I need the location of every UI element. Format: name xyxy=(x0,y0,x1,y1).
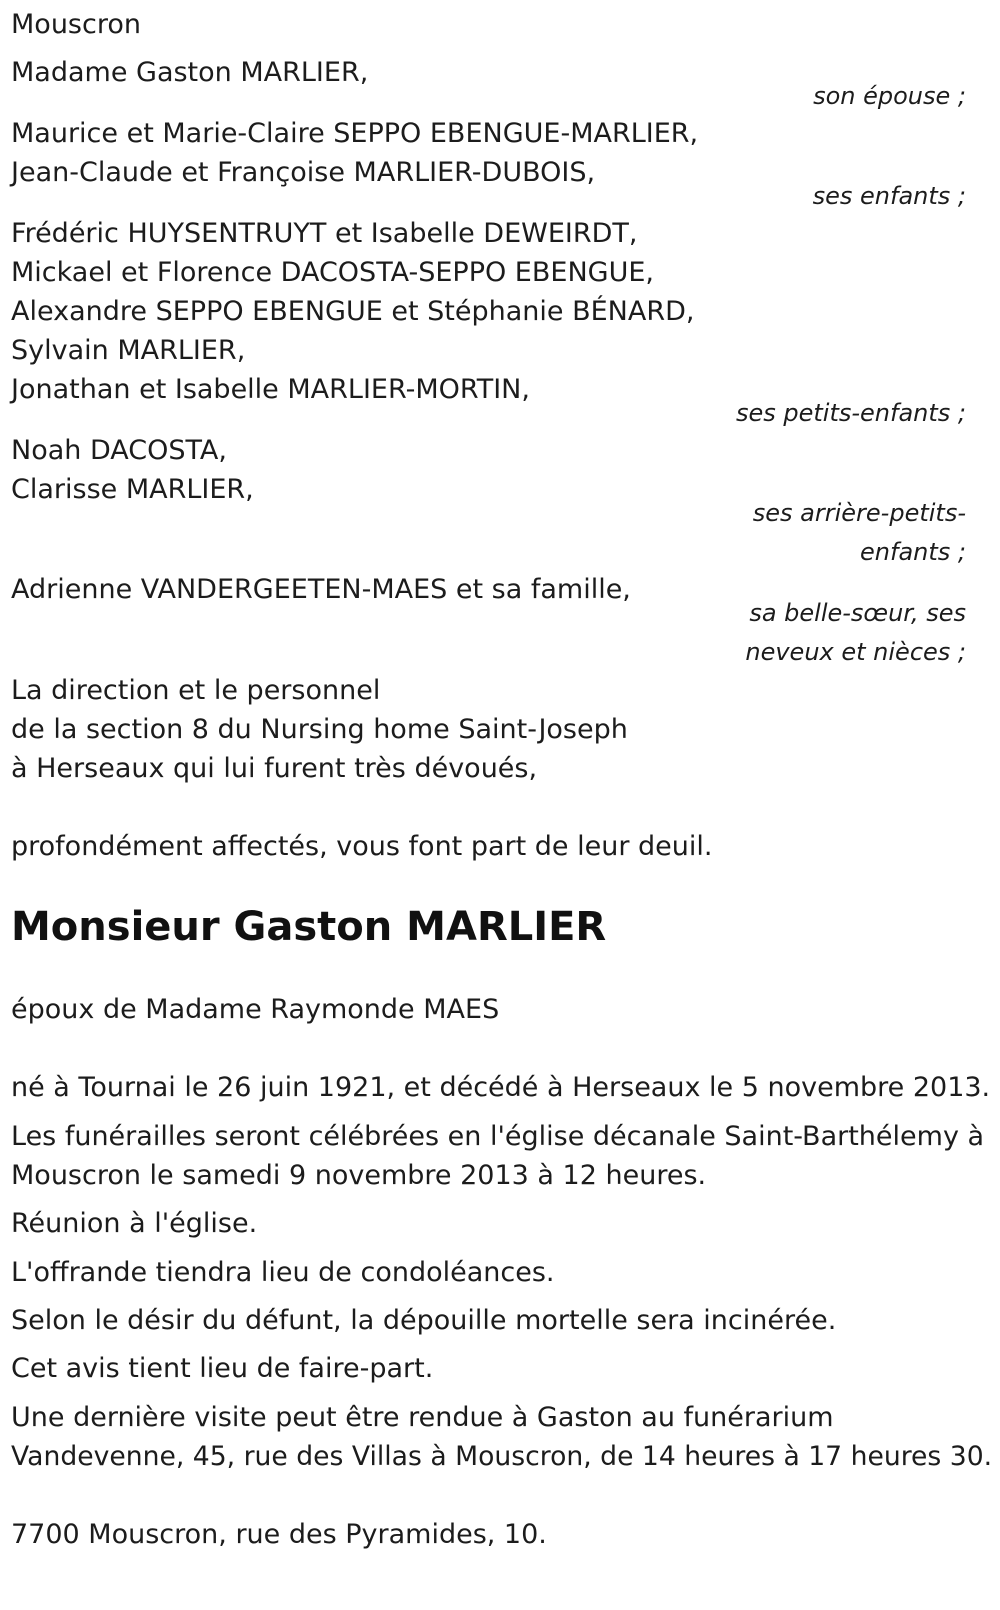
grandchild-name: Mickael et Florence DACOSTA-SEPPO EBENGUE, xyxy=(11,257,654,288)
funeral-line: Mouscron le samedi 9 novembre 2013 à 12 heures. xyxy=(11,1160,707,1191)
grandchild-name: Frédéric HUYSENTRUYT et Isabelle DEWEIRDT, xyxy=(11,218,638,249)
sister-in-law-role-line1: sa belle-sœur, ses xyxy=(749,599,966,627)
spouse-of: époux de Madame Raymonde MAES xyxy=(11,994,500,1025)
announcement-text: profondément affectés, vous font part de leur deuil. xyxy=(11,831,713,862)
grandchild-name: Alexandre SEPPO EBENGUE et Stéphanie BÉNARD, xyxy=(11,296,695,327)
great-grandchild-name: Noah DACOSTA, xyxy=(11,435,227,466)
staff-line: de la section 8 du Nursing home Saint-Joseph xyxy=(11,714,628,745)
child-name: Jean-Claude et Françoise MARLIER-DUBOIS, xyxy=(11,157,596,188)
staff-line: à Herseaux qui lui furent très dévoués, xyxy=(11,753,538,784)
notice-info: Cet avis tient lieu de faire-part. xyxy=(11,1353,434,1384)
deceased-name: Monsieur Gaston MARLIER xyxy=(11,904,607,950)
sister-in-law-name: Adrienne VANDERGEETEN-MAES et sa famille, xyxy=(11,574,631,605)
visit-line: Vandevenne, 45, rue des Villas à Mouscron, de 14 heures à 17 heures 30. xyxy=(11,1441,993,1472)
grandchildren-role: ses petits-enfants ; xyxy=(735,399,966,427)
grandchild-name: Sylvain MARLIER, xyxy=(11,335,246,366)
meeting-info: Réunion à l'église. xyxy=(11,1208,258,1239)
spouse-role: son épouse ; xyxy=(813,82,966,110)
child-name: Maurice et Marie-Claire SEPPO EBENGUE-MARLIER, xyxy=(11,118,699,149)
offering-info: L'offrande tiendra lieu de condoléances. xyxy=(11,1257,555,1288)
children-role: ses enfants ; xyxy=(812,182,966,210)
great-grandchildren-role-line2: enfants ; xyxy=(860,538,966,566)
great-grandchild-name: Clarisse MARLIER, xyxy=(11,474,254,505)
location-header: Mouscron xyxy=(11,9,141,40)
cremation-info: Selon le désir du défunt, la dépouille mortelle sera incinérée. xyxy=(11,1305,837,1336)
birth-death-info: né à Tournai le 26 juin 1921, et décédé à Herseaux le 5 novembre 2013. xyxy=(11,1072,991,1103)
great-grandchildren-role-line1: ses arrière-petits- xyxy=(752,499,966,527)
family-address: 7700 Mouscron, rue des Pyramides, 10. xyxy=(11,1519,547,1550)
visit-line: Une dernière visite peut être rendue à Gaston au funérarium xyxy=(11,1402,834,1433)
funeral-line: Les funérailles seront célébrées en l'église décanale Saint-Barthélemy à xyxy=(11,1121,985,1152)
grandchild-name: Jonathan et Isabelle MARLIER-MORTIN, xyxy=(11,374,530,405)
spouse-name: Madame Gaston MARLIER, xyxy=(11,57,369,88)
staff-line: La direction et le personnel xyxy=(11,675,381,706)
sister-in-law-role-line2: neveux et nièces ; xyxy=(745,638,966,666)
